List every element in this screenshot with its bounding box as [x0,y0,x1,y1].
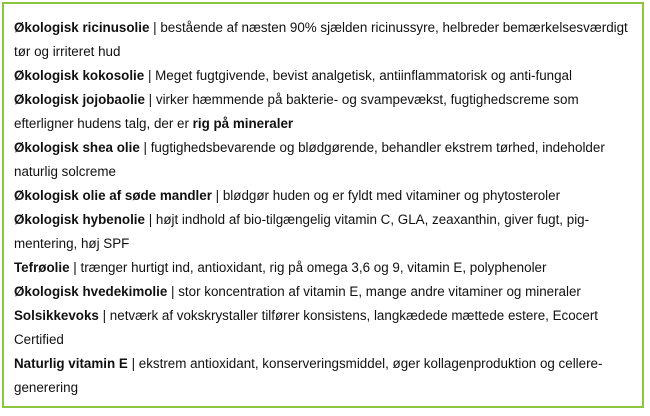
ingredient-name: Tefrøolie [14,260,70,275]
ingredient-name: Økologisk jojobaolie [14,92,145,107]
ingredient-description: | højt indhold af bio-tilgængelig vitamin C, GLA, zeaxanthin, giver fugt, pig-mentering, høj SPF [14,212,590,251]
ingredient-description: | netværk af vokskrystaller tilfører konsistens, langkædede mættede estere, Ecocert Certified [14,308,599,347]
ingredients-box [2,2,644,408]
ingredient-description: | Meget fugtgivende, bevist analgetisk, antiinflammatorisk og anti-fungal [144,68,572,83]
ingredient-name: Økologisk hvedekimolie [14,284,168,299]
ingredient-name: Økologisk kokosolie [14,68,145,83]
ingredient-jojobaolie [14,88,638,136]
ingredient-mandelolie [14,184,638,208]
ingredient-description: | bestående af næsten 90% sjælden ricinussyre, helbreder bemærkelsesværdigt tør og irriteret hud [14,20,628,59]
ingredient-description: | ekstrem antioxidant, konserveringsmiddel, øger kollagenproduktion og cellere-generering [14,356,603,395]
ingredient-hvedekimolie [14,280,638,304]
ingredient-name: Økologisk ricinusolie [14,20,150,35]
ingredient-name: Økologisk hybenolie [14,212,145,227]
ingredient-solsikkevoks [14,304,638,352]
ingredient-hybenolie [14,208,638,256]
ingredient-description: | virker hæmmende på bakterie- og svampevækst, fugtighedscreme som efterligner hudens talg, der er [14,92,579,131]
ingredient-ricinusolie [14,16,638,64]
ingredient-description: | blødgør huden og er fyldt med vitaminer og phytosteroler [211,188,561,203]
ingredient-name: Naturlig vitamin E [14,356,128,371]
ingredient-description: | trænger hurtigt ind, antioxidant, rig på omega 3,6 og 9, vitamin E, polyphenoler [69,260,547,275]
ingredient-vitamin-e [14,352,638,400]
ingredient-kokosolie [14,64,638,88]
ingredient-description: | fugtighedsbevarende og blødgørende, behandler ekstrem tørhed, indeholder naturlig solcreme [14,140,605,179]
ingredient-name: Økologisk olie af søde mandler [14,188,212,203]
ingredient-shea-olie [14,136,638,184]
ingredient-tefroolie [14,256,638,280]
ingredient-name: Økologisk shea olie [14,140,140,155]
ingredients-list [14,16,638,400]
ingredient-description: | stor koncentration af vitamin E, mange andre vitaminer og mineraler [167,284,581,299]
ingredient-emphasis: rig på mineraler [192,116,294,131]
ingredient-name: Solsikkevoks [14,308,99,323]
